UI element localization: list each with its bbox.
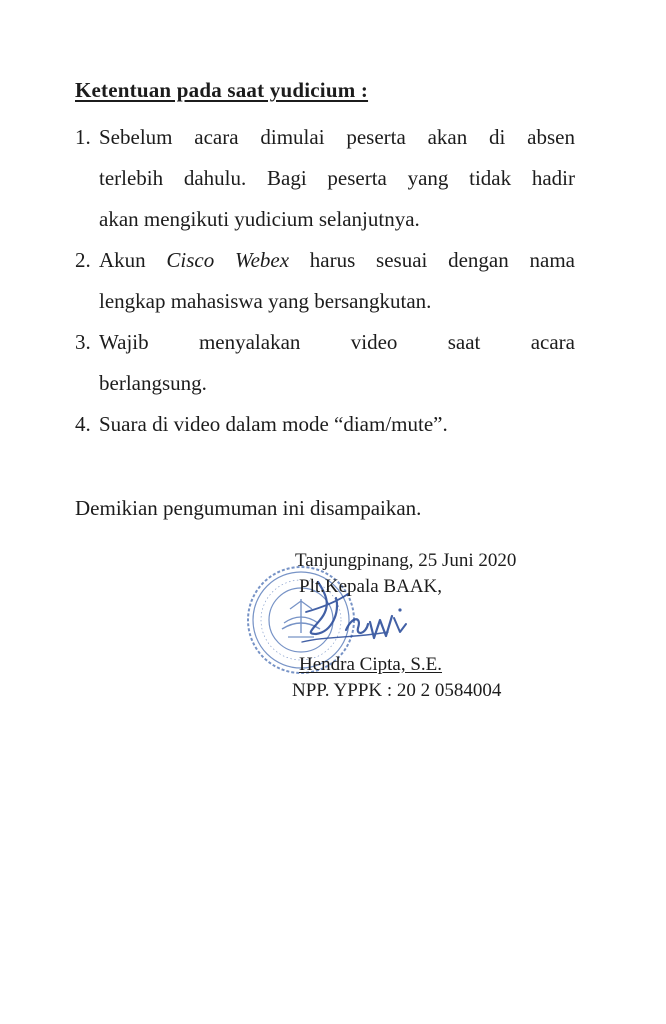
item-number: 2.	[75, 248, 91, 272]
item-number: 3.	[75, 330, 91, 354]
item-text-line: Suara di video dalam mode “diam/mute”.	[99, 412, 448, 436]
rules-list	[75, 117, 575, 445]
item-number: 4.	[75, 412, 91, 436]
item-text-line: Wajib menyalakan video saat acara	[99, 330, 575, 354]
item-text-line: lengkap mahasiswa yang bersangkutan.	[99, 289, 432, 313]
signer-npp: NPP. YPPK : 20 2 0584004	[292, 680, 502, 701]
place-and-date: Tanjungpinang, 25 Juni 2020	[295, 550, 517, 571]
item-text-line: terlebih dahulu. Bagi peserta yang tidak hadir	[99, 166, 575, 190]
item-text-line: akan mengikuti yudicium selanjutnya.	[99, 207, 420, 231]
list-item	[75, 322, 575, 404]
section-heading: Ketentuan pada saat yudicium :	[75, 78, 369, 102]
item-text-line	[99, 240, 575, 281]
item-text-segment: Akun	[99, 248, 167, 272]
item-text-italic: Cisco Webex	[166, 248, 290, 272]
item-number: 1.	[75, 125, 91, 149]
signer-position: Plt.Kepala BAAK,	[299, 576, 443, 597]
item-text-segment: harus sesuai dengan nama	[289, 248, 575, 272]
item-text-line: berlangsung.	[99, 371, 207, 395]
item-text-line: Sebelum acara dimulai peserta akan di absen	[99, 125, 575, 149]
closing-statement: Demikian pengumuman ini disampaikan.	[75, 496, 422, 520]
list-item	[75, 404, 575, 445]
list-item	[75, 117, 575, 240]
signer-name: Hendra Cipta, S.E.	[299, 654, 443, 675]
list-item	[75, 240, 575, 322]
